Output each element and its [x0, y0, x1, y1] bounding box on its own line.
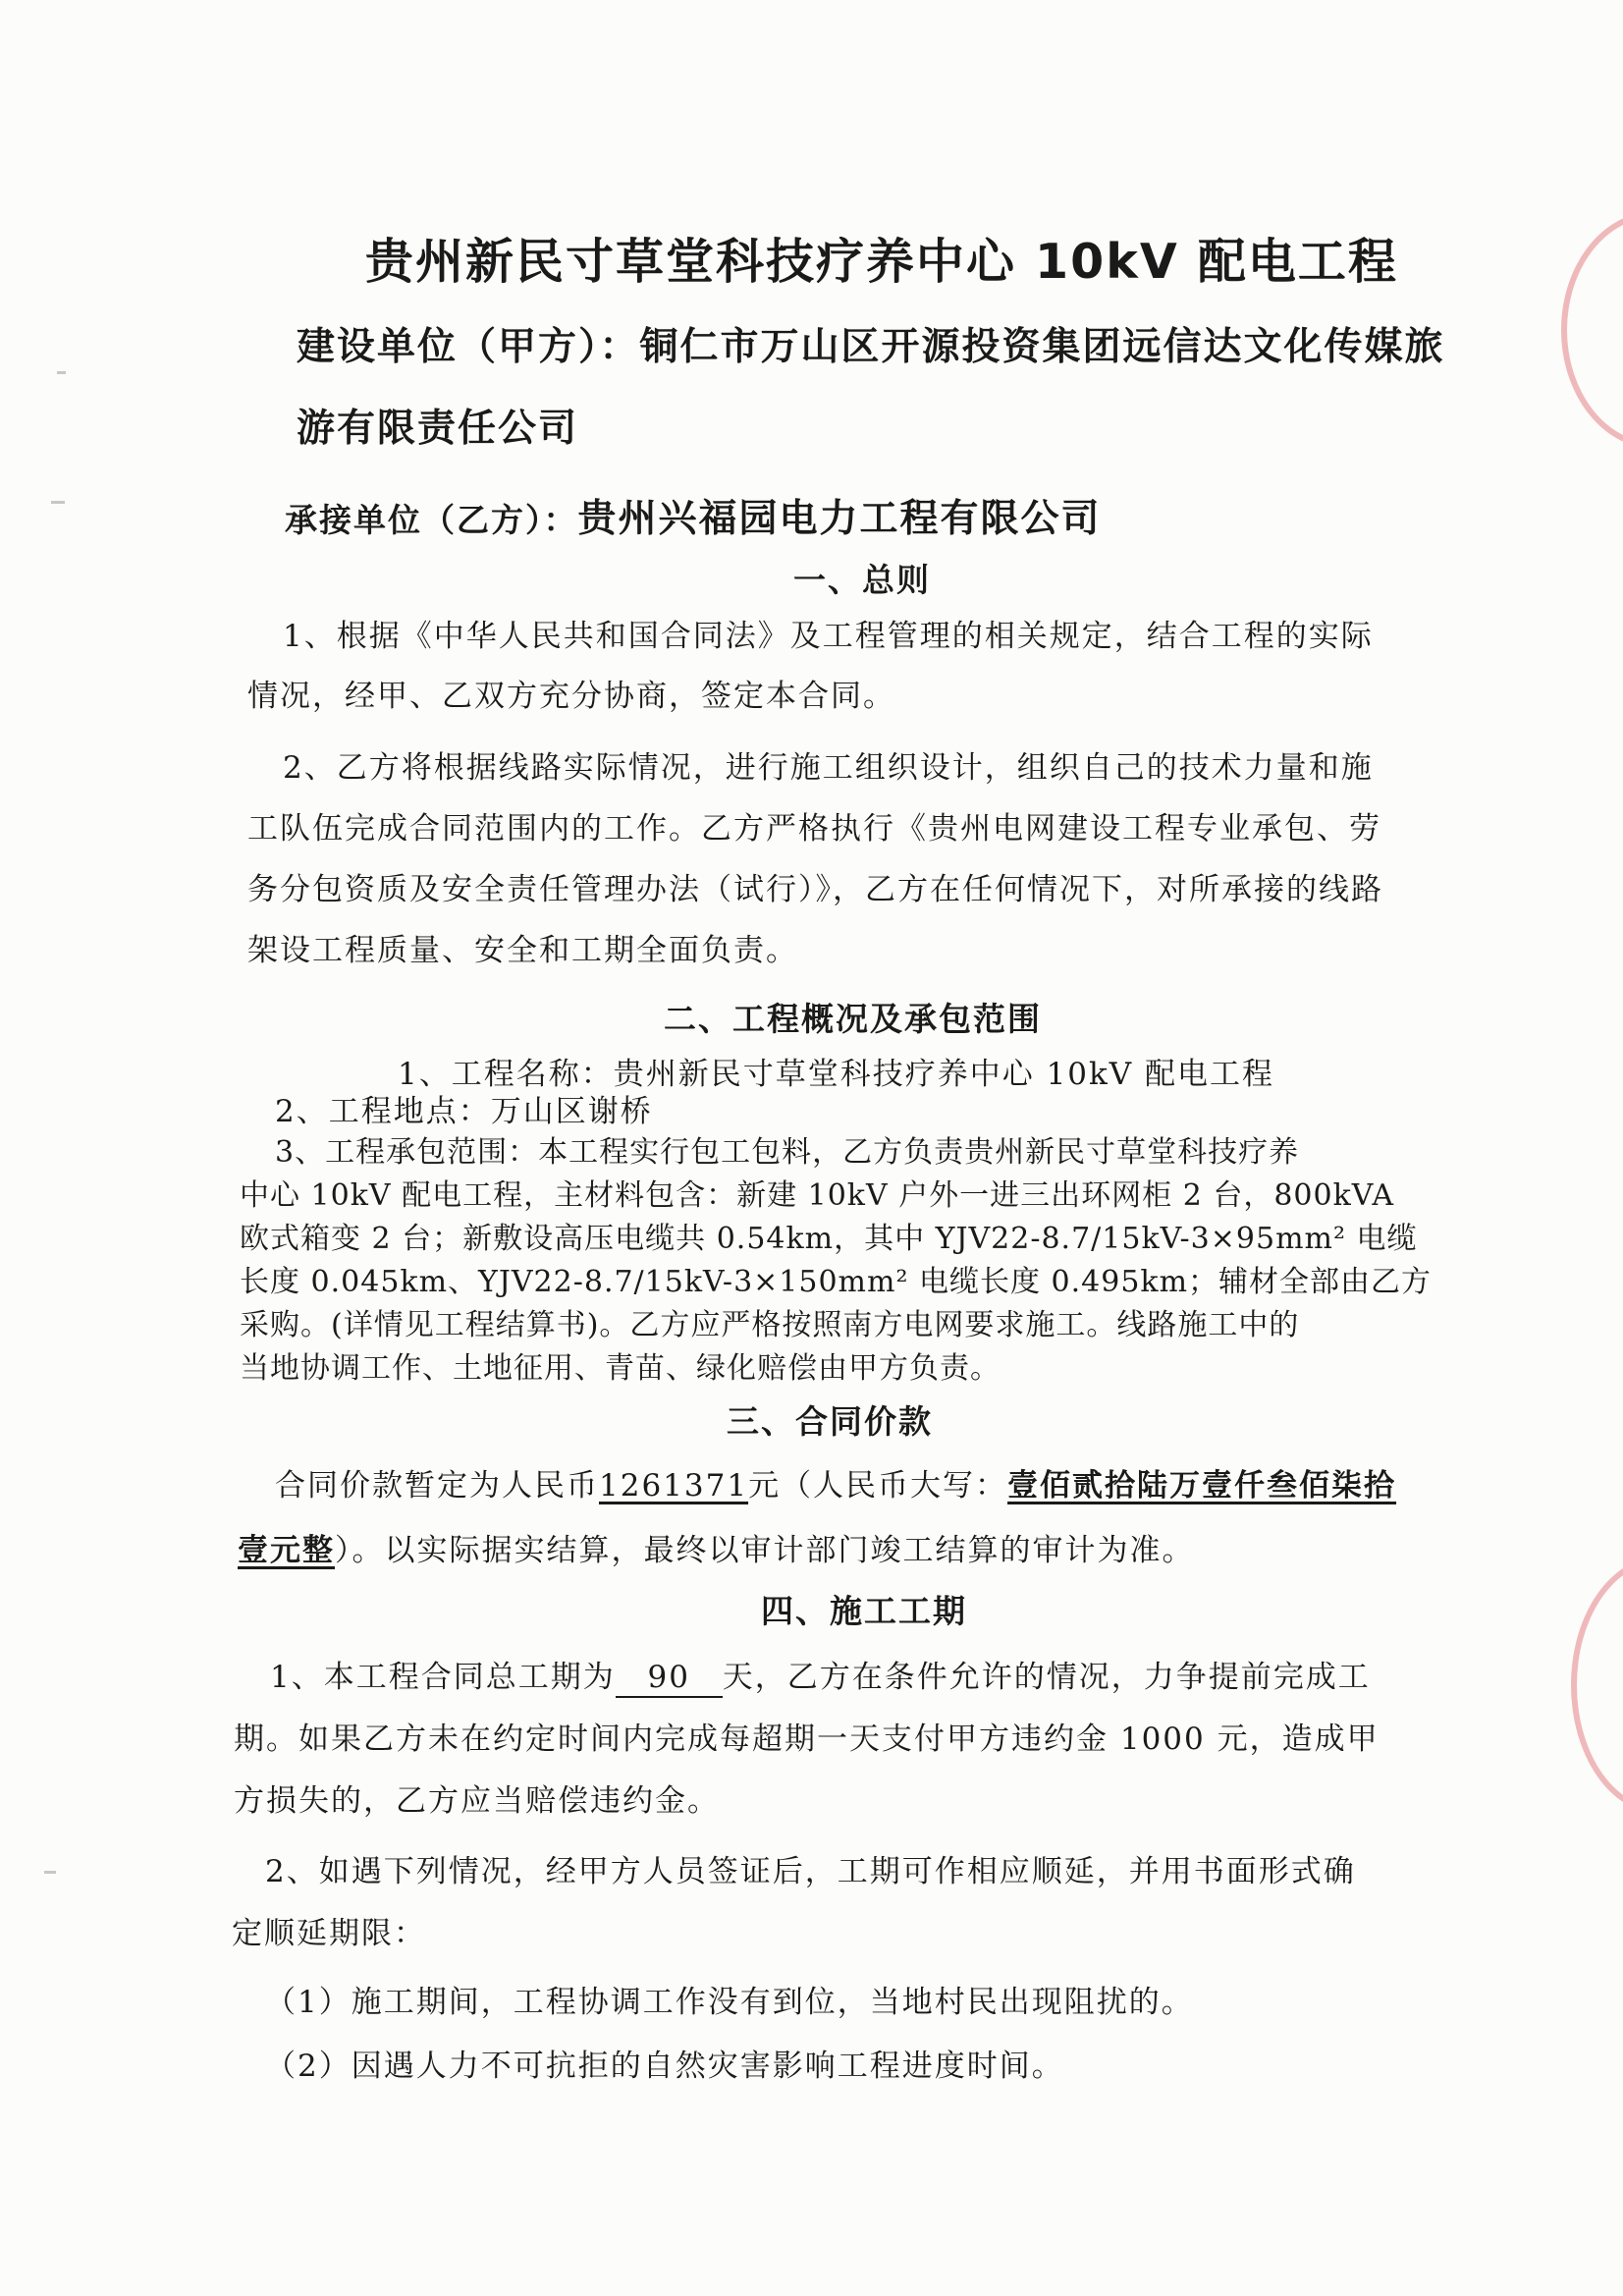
s2-item3-line: 当地协调工作、土地征用、青苗、绿化赔偿由甲方负责。 — [240, 1351, 1001, 1386]
s3-price-line1 — [275, 1460, 1396, 1504]
duration-days: 90 — [616, 1660, 723, 1698]
s2-item3-line: 中心 10kV 配电工程，主材料包含：新建 10kV 户外一进三出环网柜 2 台，800kVA — [240, 1178, 1395, 1213]
section-4-heading: 四、施工工期 — [761, 1592, 967, 1630]
document-title: 贵州新民寸草堂科技疗养中心 10kV 配电工程 — [365, 234, 1398, 290]
s4-p1-line3: 方损失的，乙方应当赔偿违约金。 — [234, 1783, 720, 1819]
price-prefix: 合同价款暂定为人民币 — [275, 1468, 599, 1503]
party-a-line2: 游有限责任公司 — [297, 407, 579, 451]
price-amount: 1261371 — [599, 1468, 749, 1503]
s4-p2-line: 2、如遇下列情况，经甲方人员签证后，工期可作相应顺延，并用书面形式确 — [265, 1854, 1356, 1889]
scan-speck — [44, 1871, 56, 1874]
s1-p1-line: 1、根据《中华人民共和国合同法》及工程管理的相关规定，结合工程的实际 — [283, 619, 1374, 654]
s2-item3-line: 采购。(详情见工程结算书)。乙方应严格按照南方电网要求施工。线路施工中的 — [240, 1308, 1300, 1342]
s1-p1-line: 情况，经甲、乙双方充分协商，签定本合同。 — [247, 679, 895, 714]
seal-fragment-bottom — [1571, 1557, 1623, 1814]
section-3-heading: 三、合同价款 — [727, 1402, 933, 1441]
s4-condition-1: （1）施工期间，工程协调工作没有到位，当地村民出现阻扰的。 — [265, 1985, 1194, 2020]
s2-item3-line: 欧式箱变 2 台；新敷设高压电缆共 0.54km，其中 YJV22-8.7/15kV-3×95mm² 电缆 — [240, 1222, 1418, 1256]
duration-suffix: 天，乙方在条件允许的情况，力争提前完成工 — [722, 1660, 1371, 1695]
s4-p2-line: 定顺延期限： — [232, 1916, 426, 1951]
scan-speck — [57, 371, 66, 374]
scan-speck — [51, 501, 65, 504]
s4-p1-line2: 期。如果乙方未在约定时间内完成每超期一天支付甲方违约金 1000 元，造成甲 — [234, 1722, 1380, 1757]
s2-item-location: 2、工程地点：万山区谢桥 — [275, 1094, 653, 1129]
party-b-label: 承接单位（乙方）： — [285, 501, 578, 539]
section-2-heading: 二、工程概况及承包范围 — [664, 1000, 1042, 1038]
s4-p1-line1 — [270, 1652, 1371, 1698]
s1-p2-line: 务分包资质及安全责任管理办法（试行）》，乙方在任何情况下，对所承接的线路 — [247, 872, 1383, 907]
section-1-heading: 一、总则 — [793, 561, 931, 599]
s4-condition-2: （2）因遇人力不可抗拒的自然灾害影响工程进度时间。 — [265, 2049, 1064, 2084]
price-suffix: ）。以实际据实结算，最终以审计部门竣工结算的审计为准。 — [335, 1533, 1195, 1568]
s1-p2-line: 工队伍完成合同范围内的工作。乙方严格执行《贵州电网建设工程专业承包、劳 — [247, 811, 1381, 847]
duration-prefix: 1、本工程合同总工期为 — [270, 1660, 616, 1695]
s3-price-line2 — [238, 1525, 1195, 1569]
s2-item3-line: 3、工程承包范围：本工程实行包工包料，乙方负责贵州新民寸草堂科技疗养 — [275, 1135, 1300, 1170]
s1-p2-line: 架设工程质量、安全和工期全面负责。 — [247, 933, 798, 968]
price-mid: 元（人民币大写： — [748, 1468, 1008, 1503]
s1-p2-line: 2、乙方将根据线路实际情况，进行施工组织设计，组织自己的技术力量和施 — [283, 750, 1374, 786]
s2-item-project-name: 1、工程名称：贵州新民寸草堂科技疗养中心 10kV 配电工程 — [398, 1057, 1275, 1092]
party-b-line — [285, 488, 1102, 543]
seal-fragment-top — [1561, 211, 1623, 449]
price-amount-words-end: 壹元整 — [238, 1533, 335, 1568]
party-a-line1: 建设单位（甲方）：铜仁市万山区开源投资集团远信达文化传媒旅 — [297, 325, 1445, 369]
party-b-name: 贵州兴福园电力工程有限公司 — [577, 497, 1102, 541]
s2-item3-line: 长度 0.045km、YJV22-8.7/15kV-3×150mm² 电缆长度 0.495km；辅材全部由乙方 — [240, 1265, 1433, 1299]
price-amount-words: 壹佰贰拾陆万壹仟叁佰柒拾 — [1007, 1468, 1397, 1503]
